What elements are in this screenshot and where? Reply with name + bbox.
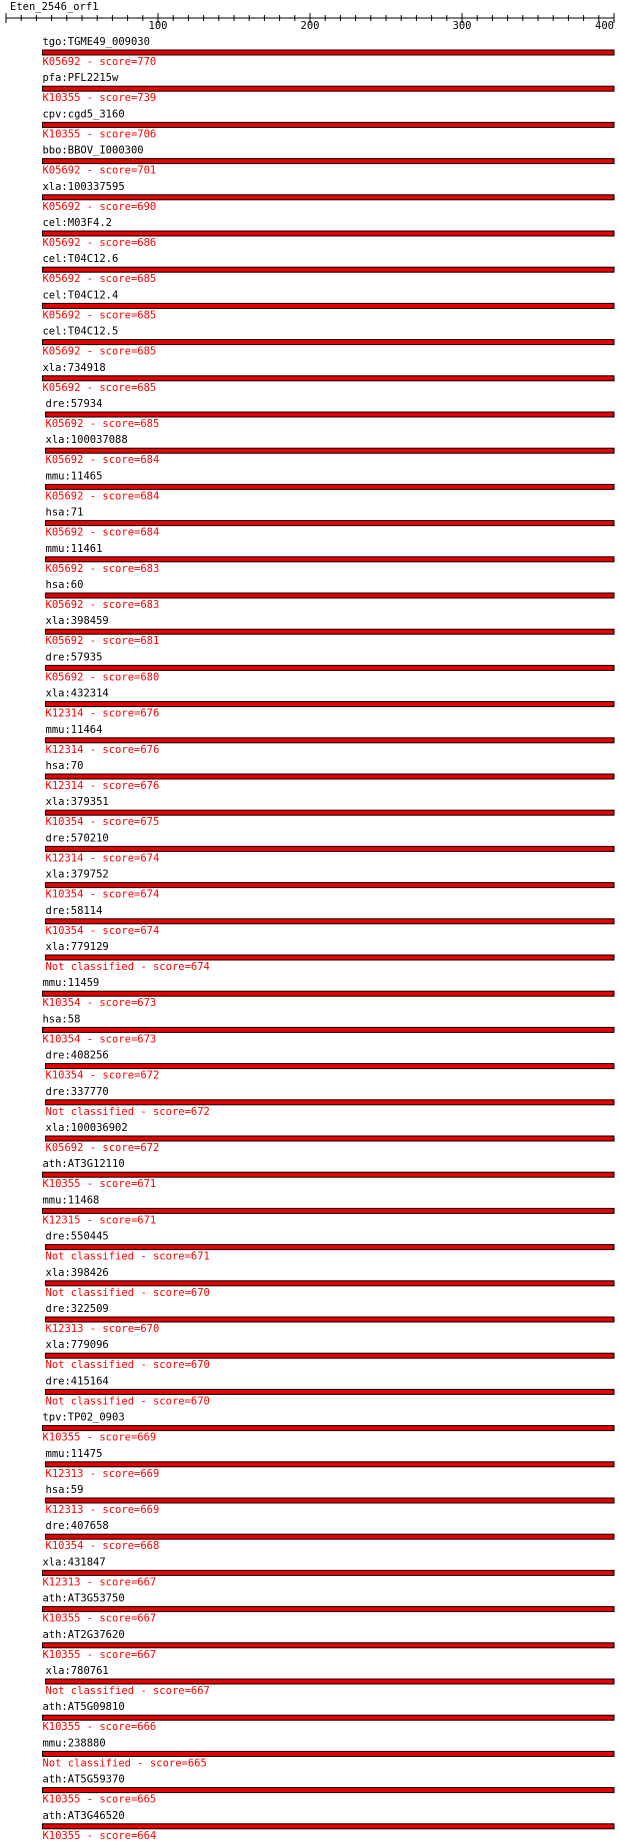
hit-alignment-bar: [46, 955, 614, 960]
hit-id-label: xla:398426: [45, 1266, 109, 1279]
hit-description-label: K10354 - score=674: [45, 924, 160, 937]
hit-alignment-bar: [46, 593, 614, 598]
hit-row: [42, 1412, 614, 1444]
hit-description-label: K10355 - score=667: [42, 1612, 157, 1625]
hit-id-label: dre:337770: [45, 1085, 109, 1098]
hit-row: [46, 1665, 614, 1697]
hit-row: [42, 289, 614, 321]
hit-alignment-bar: [46, 919, 614, 924]
hit-alignment-bar: [42, 86, 614, 91]
hit-row: [46, 688, 614, 720]
hit-id-label: cpv:cgd5_3160: [42, 108, 125, 121]
hit-alignment-bar: [46, 412, 614, 417]
hit-row: [46, 796, 614, 828]
hit-alignment-bar: [46, 1498, 614, 1503]
hit-row: [42, 1194, 614, 1226]
hit-row: [42, 72, 614, 104]
hit-row: [42, 362, 614, 394]
hit-id-label: dre:57935: [45, 651, 103, 664]
hit-row: [46, 1339, 614, 1371]
hit-alignment-bar: [42, 231, 614, 236]
hit-row: [42, 253, 614, 285]
hit-row: [42, 1593, 614, 1625]
hit-alignment-bar: [46, 1462, 614, 1467]
hit-row: [42, 1701, 614, 1733]
hit-description-label: K12315 - score=671: [42, 1214, 157, 1227]
hit-alignment-bar: [42, 195, 614, 200]
hit-alignment-bar: [46, 1389, 614, 1394]
hit-row: [46, 543, 614, 575]
hit-id-label: xla:100037088: [45, 434, 128, 447]
hit-row: [42, 1556, 614, 1588]
hit-row: [42, 1629, 614, 1661]
hit-alignment-bar: [42, 1570, 614, 1575]
hit-row: [46, 1050, 614, 1082]
hit-row: [42, 326, 614, 358]
hit-alignment-bar: [46, 1064, 614, 1069]
hit-id-label: dre:407658: [45, 1520, 109, 1533]
hit-alignment-bar: [46, 629, 614, 634]
hit-alignment-bar: [42, 340, 614, 345]
hit-alignment-bar: [46, 557, 614, 562]
hit-description-label: K05692 - score=684: [45, 454, 160, 467]
hit-description-label: K10354 - score=672: [45, 1069, 160, 1082]
hit-row: [46, 1086, 614, 1118]
hit-id-label: cel:M03F4.2: [42, 217, 113, 229]
hit-description-label: K05692 - score=684: [45, 490, 160, 503]
hit-row: [46, 832, 614, 864]
hit-row: [42, 1810, 614, 1841]
hit-description-label: K05692 - score=680: [45, 671, 160, 684]
hit-alignment-bar: [46, 1317, 614, 1322]
hit-row: [46, 724, 614, 756]
hit-id-label: xla:780761: [45, 1665, 109, 1677]
hit-row: [46, 651, 614, 683]
hit-alignment-bar: [46, 1281, 614, 1286]
hit-row: [42, 977, 614, 1009]
hit-row: [46, 1375, 614, 1407]
hit-id-label: dre:570210: [45, 832, 109, 845]
hit-row: [46, 941, 614, 973]
hit-id-label: xla:431847: [42, 1556, 106, 1569]
hit-alignment-bar: [42, 1643, 614, 1648]
hit-alignment-bar: [42, 1208, 614, 1213]
hit-alignment-bar: [46, 521, 614, 526]
hit-description-label: K10355 - score=666: [42, 1721, 157, 1734]
hit-row: [42, 217, 614, 249]
hit-row: [46, 1484, 614, 1516]
hit-alignment-bar: [46, 702, 614, 707]
hit-id-label: mmu:11465: [45, 470, 103, 483]
axis-tick-label: 200: [300, 20, 320, 32]
hit-id-label: hsa:58: [42, 1013, 81, 1026]
hit-id-label: mmu:11464: [45, 723, 103, 736]
hit-row: [42, 1737, 614, 1769]
hit-id-label: cel:T04C12.4: [42, 289, 119, 302]
hit-row: [42, 1774, 614, 1806]
hit-description-label: K05692 - score=684: [45, 526, 160, 539]
hit-id-label: xla:100337595: [42, 180, 125, 193]
hit-id-label: xla:100036902: [45, 1122, 128, 1134]
hit-description-label: Not classified - score=667: [45, 1685, 210, 1697]
hit-alignment-bar: [42, 1788, 614, 1793]
hit-alignment-bar: [42, 303, 614, 308]
hit-row: [46, 1122, 614, 1154]
hit-id-label: ath:AT3G46520: [42, 1809, 125, 1822]
hit-description-label: K05692 - score=770: [42, 56, 157, 68]
hit-id-label: hsa:60: [45, 579, 84, 591]
hit-description-label: K10355 - score=706: [42, 128, 157, 141]
hit-id-label: mmu:11461: [45, 542, 103, 555]
hit-alignment-bar: [42, 1751, 614, 1756]
hit-row: [46, 760, 614, 792]
hit-alignment-bar: [42, 1426, 614, 1431]
hit-row: [42, 1013, 614, 1045]
hit-alignment-bar: [42, 991, 614, 996]
hit-id-label: dre:58114: [45, 904, 103, 917]
hit-description-label: K05692 - score=701: [42, 164, 157, 177]
hit-row: [42, 36, 614, 68]
hit-alignment-bar: [42, 122, 614, 127]
hit-id-label: xla:379752: [45, 868, 109, 881]
hit-alignment-bar: [42, 376, 614, 381]
hit-description-label: K12314 - score=676: [45, 780, 160, 792]
hit-description-label: K05692 - score=685: [45, 418, 160, 430]
hit-id-label: xla:432314: [45, 687, 109, 700]
hit-row: [42, 1158, 614, 1190]
hit-description-label: Not classified - score=670: [45, 1359, 210, 1372]
hit-id-label: ath:AT3G53750: [42, 1592, 125, 1605]
hit-id-label: dre:550445: [45, 1230, 109, 1243]
hit-description-label: K12313 - score=670: [45, 1323, 160, 1335]
hit-alignment-bar: [46, 846, 614, 851]
hit-alignment-bar: [42, 1172, 614, 1177]
hit-alignment-bar: [46, 810, 614, 815]
hit-description-label: K05692 - score=690: [42, 200, 157, 213]
hit-description-label: K10354 - score=673: [42, 997, 157, 1010]
hit-id-label: pfa:PFL2215w: [42, 72, 119, 85]
hit-id-label: xla:779096: [45, 1339, 109, 1352]
hit-description-label: Not classified - score=670: [45, 1286, 210, 1299]
hit-id-label: dre:57934: [45, 398, 103, 410]
hit-id-label: dre:415164: [45, 1375, 109, 1388]
hit-alignment-bar: [42, 1715, 614, 1720]
hit-id-label: cel:T04C12.5: [42, 325, 119, 338]
hit-alignment-bar: [42, 1027, 614, 1032]
hit-row: [46, 1303, 614, 1335]
hit-id-label: hsa:70: [45, 760, 84, 772]
hit-row: [42, 145, 614, 177]
hit-description-label: K12314 - score=674: [45, 852, 160, 865]
hit-description-label: K12313 - score=667: [42, 1576, 157, 1589]
sequence-axis: [6, 13, 614, 32]
hit-description-label: K12314 - score=676: [45, 743, 160, 756]
hit-description-label: K05692 - score=686: [42, 237, 157, 249]
hit-alignment-bar: [42, 1607, 614, 1612]
hit-alignment-bar: [46, 1534, 614, 1539]
hit-row: [46, 1520, 614, 1552]
hit-alignment-bar: [46, 774, 614, 779]
hit-description-label: K10355 - score=739: [42, 92, 157, 105]
hit-description-label: K10355 - score=667: [42, 1648, 157, 1661]
hit-alignment-bar: [46, 883, 614, 888]
hit-row: [46, 905, 614, 937]
hit-id-label: xla:779129: [45, 941, 109, 953]
hit-alignment-bar: [46, 665, 614, 670]
hit-id-label: xla:398459: [45, 615, 109, 628]
hit-id-label: tpv:TP02_0903: [42, 1411, 125, 1424]
hit-id-label: ath:AT3G12110: [42, 1158, 125, 1171]
hit-description-label: K10355 - score=669: [42, 1431, 157, 1444]
hit-description-label: Not classified - score=670: [45, 1395, 210, 1408]
hit-row: [42, 108, 614, 140]
hit-row: [46, 1448, 614, 1480]
hit-alignment-bar: [46, 738, 614, 743]
hit-row: [46, 434, 614, 466]
hit-row: [46, 398, 614, 430]
hit-id-label: xla:734918: [42, 361, 106, 374]
hit-description-label: Not classified - score=674: [45, 961, 210, 973]
hit-id-label: xla:379351: [45, 796, 109, 809]
axis-tick-label: 400: [595, 20, 614, 32]
hit-row: [46, 1267, 614, 1299]
hit-description-label: K10355 - score=671: [42, 1178, 157, 1191]
hit-description-label: Not classified - score=672: [45, 1105, 210, 1118]
hit-alignment-bar: [42, 50, 614, 55]
hit-alignment-bar: [46, 1136, 614, 1141]
hit-description-label: K05692 - score=683: [45, 562, 160, 575]
hit-row: [42, 181, 614, 213]
hit-id-label: cel:T04C12.6: [42, 253, 119, 266]
hit-description-label: K05692 - score=685: [42, 273, 157, 286]
hit-id-label: hsa:71: [45, 506, 84, 519]
hit-description-label: K10355 - score=664: [42, 1829, 157, 1841]
hit-id-label: dre:322509: [45, 1303, 109, 1315]
hit-id-label: mmu:11459: [42, 977, 100, 990]
hit-description-label: K10354 - score=673: [42, 1033, 157, 1046]
hit-description-label: K05692 - score=683: [45, 599, 160, 611]
hit-description-label: K05692 - score=681: [45, 635, 160, 648]
axis-tick-label: 100: [148, 20, 168, 32]
hit-description-label: K05692 - score=685: [42, 381, 157, 394]
hit-row: [46, 1231, 614, 1263]
hit-description-label: K10354 - score=675: [45, 816, 160, 829]
hit-alignment-bar: [42, 1824, 614, 1829]
hit-row: [46, 470, 614, 502]
hit-row: [46, 869, 614, 901]
hit-alignment-bar: [46, 1245, 614, 1250]
hit-id-label: ath:AT5G09810: [42, 1701, 125, 1714]
hit-alignment-bar: [42, 159, 614, 164]
hit-row: [46, 615, 614, 647]
hit-row: [46, 507, 614, 539]
hit-description-label: K12314 - score=676: [45, 707, 160, 720]
hit-description-label: K10355 - score=665: [42, 1793, 157, 1806]
axis-tick-label: 300: [452, 20, 472, 32]
hit-id-label: hsa:59: [45, 1484, 84, 1496]
query-title: Eten_2546_orf1: [10, 1, 99, 13]
hit-id-label: bbo:BBOV_I000300: [42, 144, 144, 157]
hit-id-label: dre:408256: [45, 1049, 109, 1062]
hit-id-label: tgo:TGME49_009030: [42, 36, 150, 48]
hit-alignment-bar: [46, 1679, 614, 1684]
hit-description-label: K10354 - score=674: [45, 888, 160, 901]
hit-row: [46, 579, 614, 611]
hit-alignment-bar: [46, 1100, 614, 1105]
hit-description-label: Not classified - score=665: [42, 1757, 207, 1770]
hit-id-label: mmu:11468: [42, 1194, 100, 1207]
hit-description-label: K10354 - score=668: [45, 1540, 160, 1553]
hit-alignment-bar: [42, 267, 614, 272]
hit-list: [42, 36, 614, 1841]
hit-description-label: K05692 - score=672: [45, 1142, 160, 1154]
hit-id-label: ath:AT5G59370: [42, 1773, 125, 1786]
hit-description-label: K05692 - score=685: [42, 345, 157, 358]
hit-description-label: K05692 - score=685: [42, 309, 157, 322]
hit-description-label: K12313 - score=669: [45, 1504, 160, 1516]
hit-description-label: Not classified - score=671: [45, 1250, 210, 1263]
hit-alignment-bar: [46, 1353, 614, 1358]
hit-id-label: mmu:11475: [45, 1447, 103, 1460]
hit-alignment-bar: [46, 448, 614, 453]
hit-id-label: ath:AT2G37620: [42, 1628, 125, 1641]
hit-alignment-bar: [46, 484, 614, 489]
hit-id-label: mmu:238880: [42, 1737, 106, 1750]
hit-description-label: K12313 - score=669: [45, 1467, 160, 1480]
